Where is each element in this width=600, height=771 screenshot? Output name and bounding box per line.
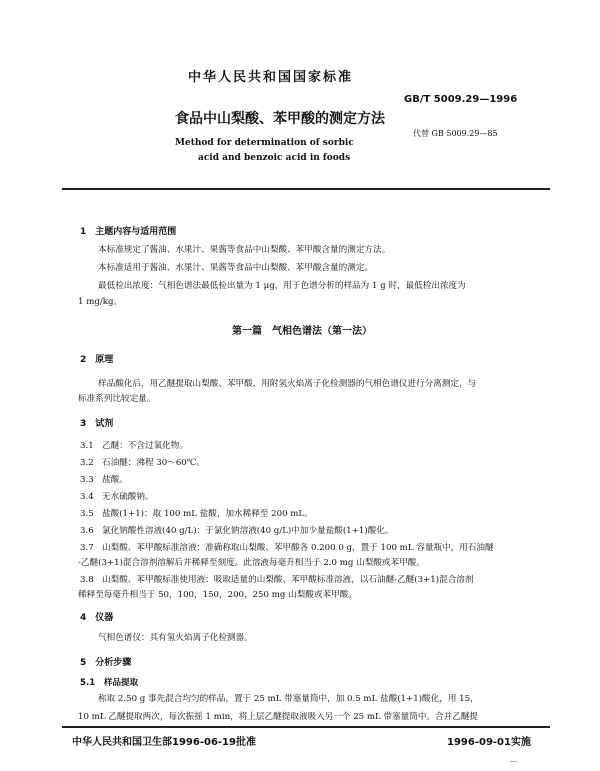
implementation-date: 1996-09-01实施 — [447, 737, 531, 748]
item-3-2-number: 3.2 — [80, 458, 94, 468]
item-3-1-number: 3.1 — [80, 441, 94, 451]
section-2-paragraph-a: 样品酸化后，用乙醚提取山梨酸、苯甲酸，用附氢火焰离子化检测器的气相色谱仪进行分离测定，与 — [98, 379, 477, 389]
item-3-1-text: 乙醚：不含过氧化物。 — [102, 441, 188, 451]
item-3-3-number: 3.3 — [80, 475, 94, 485]
footer-divider — [62, 726, 550, 728]
section-2-heading: 2 原理 — [80, 355, 114, 365]
approval-note: 中华人民共和国卫生部1996-06-19批准 — [72, 737, 256, 748]
section-1-paragraph-3a: 最低检出浓度：气相色谱法最低检出量为 1 μg，用于色谱分析的样品为 1 g 时，最低检出浓度为 — [98, 281, 466, 291]
section-5-1-paragraph-b: 10 mL 乙醚提取两次，每次振摇 1 min，将上层乙醚提取液吸入另一个 25 mL 带塞量筒中。合并乙醚提 — [78, 712, 478, 722]
item-3-2-text: 石油醚：沸程 30～60℃。 — [102, 458, 205, 468]
item-3-8-text-a: 山梨酸、苯甲酸标准使用液：吸取适量的山梨酸、苯甲酸标准溶液，以石油醚-乙醚(3+1)混合溶剂 — [102, 575, 474, 585]
section-3-heading: 3 试剂 — [80, 419, 114, 429]
item-3-4-number: 3.4 — [80, 492, 94, 502]
section-1-paragraph-2: 本标准适用于酱油、水果汁、果酱等食品中山梨酸、苯甲酸含量的测定。 — [98, 263, 374, 273]
standard-number: GB/T 5009.29—1996 — [404, 94, 518, 105]
section-4-heading: 4 仪器 — [80, 613, 114, 623]
item-3-5-number: 3.5 — [80, 509, 94, 519]
header-divider — [62, 188, 550, 190]
part-title: 第一篇 气相色谱法（第一法） — [232, 326, 372, 337]
section-1-heading: 1 主题内容与适用范围 — [80, 227, 177, 237]
section-4-paragraph: 气相色谱仪：具有氢火焰离子化检测器。 — [98, 633, 253, 643]
section-1-paragraph-3b: 1 mg/kg。 — [78, 297, 123, 307]
replaces-note: 代替 GB 5009.29—85 — [413, 129, 498, 138]
item-3-7-text-a: 山梨酸、苯甲酸标准溶液：准确称取山梨酸、苯甲酸各 0.200 0 g，置于 100 mL 容量瓶中，用石油醚 — [102, 543, 494, 553]
item-3-8-text-b: 稀释至每毫升相当于 50，100，150，200，250 mg 山梨酸或苯甲酸。 — [78, 590, 357, 600]
section-5-1-paragraph-a: 称取 2.50 g 事先混合均匀的样品，置于 25 mL 带塞量筒中，加 0.5 mL 盐酸(1+1)酸化，用 15， — [98, 694, 479, 704]
document-title-en-line2: acid and benzoic acid in foods — [198, 153, 351, 163]
item-3-3-text: 盐酸。 — [102, 475, 128, 485]
section-5-heading: 5 分析步骤 — [80, 658, 132, 668]
item-3-4-text: 无水硫酸钠。 — [102, 492, 154, 502]
national-standard-heading: 中华人民共和国国家标准 — [188, 70, 354, 85]
item-3-8-number: 3.8 — [80, 575, 94, 585]
item-3-7-text-b: -乙醚(3+1)混合溶剂溶解后并稀释至刻度。此溶液每毫升相当于 2.0 mg 山梨酸或苯甲酸。 — [78, 558, 425, 568]
section-1-paragraph-1: 本标准规定了酱油、水果汁、果酱等食品中山梨酸、苯甲酸含量的测定方法。 — [98, 245, 391, 255]
item-3-6-text: 氯化钠酸性溶液(40 g/L)：于氯化钠溶液(40 g/L)中加少量盐酸(1+1)酸化。 — [102, 526, 394, 536]
item-3-5-text: 盐酸(1+1)：取 100 mL 盐酸，加水稀释至 200 mL。 — [102, 509, 313, 519]
section-2-paragraph-b: 标准系列比较定量。 — [78, 394, 156, 404]
page-mark: — — [510, 757, 517, 765]
document-title-cn: 食品中山梨酸、苯甲酸的测定方法 — [175, 111, 385, 127]
document-title-en-line1: Method for determination of sorbic — [175, 138, 354, 148]
item-3-6-number: 3.6 — [80, 526, 94, 536]
section-5-1-heading: 5.1 样品提取 — [80, 678, 139, 688]
item-3-7-number: 3.7 — [80, 543, 94, 553]
